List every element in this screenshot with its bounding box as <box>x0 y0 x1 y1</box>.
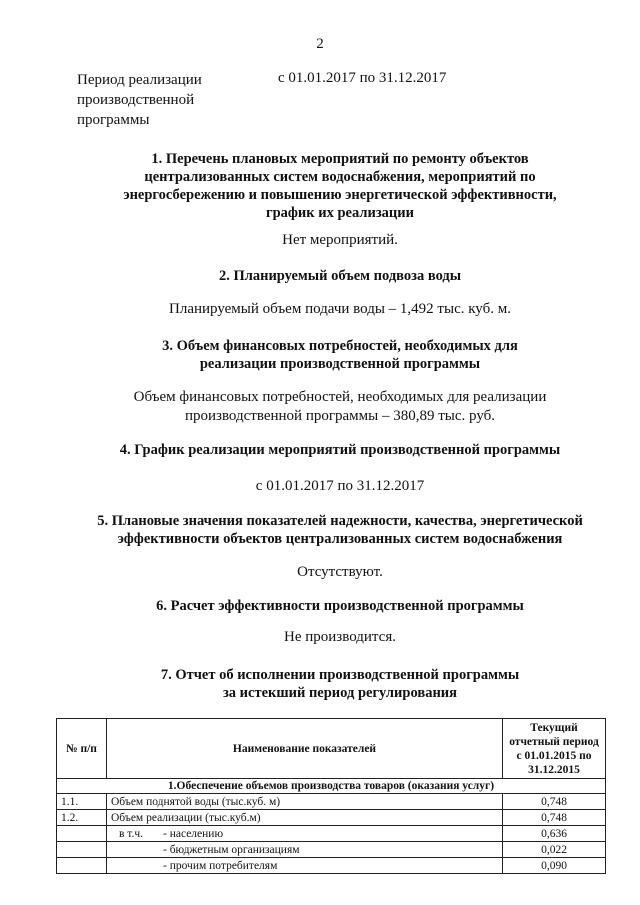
row-name: Объем поднятой воды (тыс.куб. м) <box>107 794 503 810</box>
heading-line: 3. Объем финансовых потребностей, необходимых для <box>162 338 518 354</box>
text-line: производственной программы – 380,89 тыс. руб. <box>184 408 496 424</box>
table-row <box>57 858 606 874</box>
heading-line: 4. График реализации мероприятий производственной программы <box>119 442 561 458</box>
heading-line: реализации производственной программы <box>199 356 481 372</box>
report-table <box>56 718 606 874</box>
table-row <box>57 826 606 842</box>
heading-line: энергосбережению и повышению энергетической эффективности, <box>123 187 557 203</box>
heading-line: за истекший период регулирования <box>222 685 458 701</box>
section-7-heading <box>60 666 620 702</box>
table-header-row <box>57 719 606 779</box>
heading-line: 2. Планируемый объем подвоза воды <box>218 268 462 284</box>
row-name <box>107 826 503 842</box>
row-num: 1.1. <box>57 794 107 810</box>
table-row <box>57 794 606 810</box>
header-num: № п/п <box>57 719 107 779</box>
section-6-text: Не производится. <box>284 629 396 645</box>
row-value: 0,748 <box>503 810 606 826</box>
row-value: 0,090 <box>503 858 606 874</box>
row-num <box>57 842 107 858</box>
section-2-heading <box>60 267 620 285</box>
heading-line: 6. Расчет эффективности производственной программы <box>156 598 524 614</box>
row-num: 1.2. <box>57 810 107 826</box>
header-period: Текущий отчетный период с 01.01.2015 по 31.12.2015 <box>503 719 606 779</box>
heading-line: 7. Отчет об исполнении производственной программы <box>160 667 520 683</box>
section-5-heading <box>60 512 620 548</box>
text-line: Объем финансовых потребностей, необходимых для реализации <box>133 389 547 405</box>
section-2-text: Планируемый объем подачи воды – 1,492 тыс. куб. м. <box>169 301 511 317</box>
section-4-heading <box>60 441 620 459</box>
section-title: 1.Обеспечение объемов производства товаров (оказания услуг) <box>57 779 606 794</box>
heading-line: график их реализации <box>265 205 414 221</box>
row-name: Объем реализации (тыс.куб.м) <box>107 810 503 826</box>
row-name-text: - населению <box>163 827 224 840</box>
row-prefix: в т.ч. <box>119 827 143 840</box>
heading-line: централизованных систем водоснабжения, мероприятий по <box>144 169 536 185</box>
section-1-heading <box>60 150 620 222</box>
period-label: Период реализации производственной программы <box>77 72 202 128</box>
heading-line: эффективности объектов централизованных систем водоснабжения <box>117 531 563 547</box>
section-5-text: Отсутствуют. <box>297 564 383 580</box>
row-value: 0,748 <box>503 794 606 810</box>
heading-line: 5. Плановые значения показателей надежности, качества, энергетической <box>97 513 583 529</box>
header-name: Наименование показателей <box>107 719 503 779</box>
row-name: - прочим потребителям <box>107 858 503 874</box>
section-1-text: Нет мероприятий. <box>282 232 398 248</box>
section-3-text <box>60 388 620 426</box>
heading-line: 1. Перечень плановых мероприятий по ремонту объектов <box>151 151 529 167</box>
section-6-heading <box>60 597 620 615</box>
section-3-heading <box>60 337 620 373</box>
period-value: с 01.01.2017 по 31.12.2017 <box>278 70 447 86</box>
row-value: 0,022 <box>503 842 606 858</box>
row-name: - бюджетным организациям <box>107 842 503 858</box>
row-num <box>57 826 107 842</box>
row-value: 0,636 <box>503 826 606 842</box>
section-4-text: с 01.01.2017 по 31.12.2017 <box>255 478 425 494</box>
row-num <box>57 858 107 874</box>
table-row <box>57 842 606 858</box>
table-section-row <box>57 779 606 794</box>
page-number: 2 <box>316 36 324 52</box>
table-row <box>57 810 606 826</box>
